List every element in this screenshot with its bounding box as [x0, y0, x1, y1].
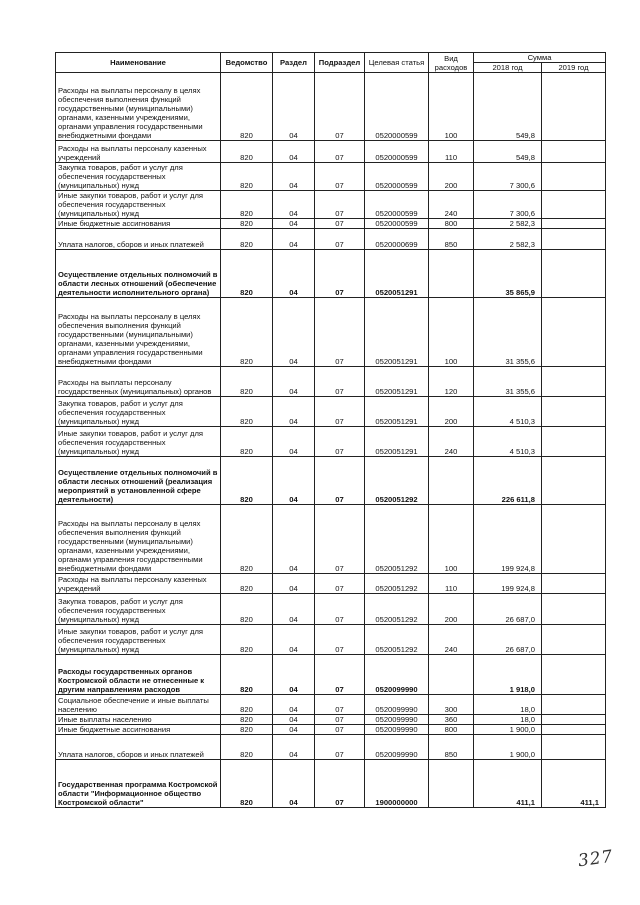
cell-subsection: 07: [315, 250, 365, 298]
cell-section: 04: [273, 760, 315, 808]
table-row: [56, 505, 606, 574]
cell-section: 04: [273, 163, 315, 191]
cell-subsection: 07: [315, 715, 365, 725]
table-row: [56, 141, 606, 163]
header-section: Раздел: [273, 53, 315, 73]
cell-y2019: [542, 594, 606, 625]
cell-type: 100: [429, 505, 474, 574]
cell-section: 04: [273, 505, 315, 574]
cell-section: 04: [273, 427, 315, 457]
cell-target: 0520099990: [365, 715, 429, 725]
cell-name: Расходы на выплаты персоналу в целях обеспечения выполнения функций государственными (муниципальными) органами, казенными учреждениями, органами управления государственными внебюджетными фондами: [56, 298, 221, 367]
cell-target: 0520051291: [365, 298, 429, 367]
table-row: [56, 715, 606, 725]
cell-y2018: 1 918,0: [474, 655, 542, 695]
table-row: [56, 457, 606, 505]
cell-dept: 820: [221, 427, 273, 457]
table-row: [56, 219, 606, 229]
table-row: [56, 73, 606, 141]
cell-subsection: 07: [315, 219, 365, 229]
cell-section: 04: [273, 219, 315, 229]
table-row: [56, 625, 606, 655]
cell-y2019: [542, 229, 606, 250]
cell-y2019: [542, 219, 606, 229]
cell-y2019: [542, 735, 606, 760]
header-target: Целевая статья: [365, 53, 429, 73]
cell-name: Социальное обеспечение и иные выплаты населению: [56, 695, 221, 715]
cell-type: 110: [429, 141, 474, 163]
table-row: [56, 367, 606, 397]
table-row: [56, 163, 606, 191]
cell-y2019: [542, 367, 606, 397]
cell-y2019: 411,1: [542, 760, 606, 808]
cell-y2018: 26 687,0: [474, 594, 542, 625]
cell-type: 100: [429, 73, 474, 141]
cell-dept: 820: [221, 725, 273, 735]
table-row: [56, 250, 606, 298]
cell-target: 0520099990: [365, 725, 429, 735]
cell-target: 0520000599: [365, 219, 429, 229]
cell-y2018: 26 687,0: [474, 625, 542, 655]
cell-y2019: [542, 574, 606, 594]
cell-y2019: [542, 191, 606, 219]
cell-y2018: 31 355,6: [474, 367, 542, 397]
cell-section: 04: [273, 397, 315, 427]
cell-y2019: [542, 163, 606, 191]
cell-dept: 820: [221, 250, 273, 298]
cell-name: Закупка товаров, работ и услуг для обеспечения государственных (муниципальных) нужд: [56, 397, 221, 427]
cell-section: 04: [273, 574, 315, 594]
cell-type: [429, 250, 474, 298]
cell-name: Расходы государственных органов Костромской области не отнесенные к другим направлениям расходов: [56, 655, 221, 695]
cell-target: 0520051291: [365, 397, 429, 427]
cell-section: 04: [273, 695, 315, 715]
cell-dept: 820: [221, 625, 273, 655]
cell-section: 04: [273, 715, 315, 725]
cell-dept: 820: [221, 760, 273, 808]
cell-type: [429, 655, 474, 695]
cell-section: 04: [273, 367, 315, 397]
cell-y2018: 18,0: [474, 715, 542, 725]
table-row: [56, 655, 606, 695]
cell-target: 0520051292: [365, 594, 429, 625]
cell-type: [429, 457, 474, 505]
cell-name: Иные закупки товаров, работ и услуг для обеспечения государственных (муниципальных) нужд: [56, 427, 221, 457]
cell-dept: 820: [221, 367, 273, 397]
cell-target: 0520000599: [365, 163, 429, 191]
cell-y2019: [542, 695, 606, 715]
cell-name: Расходы на выплаты персоналу в целях обеспечения выполнения функций государственными (муниципальными) органами, казенными учреждениями, органами управления государственными внебюджетными фондами: [56, 73, 221, 141]
cell-target: 0520051292: [365, 574, 429, 594]
cell-y2018: 1 900,0: [474, 725, 542, 735]
cell-y2018: 411,1: [474, 760, 542, 808]
cell-type: 100: [429, 298, 474, 367]
cell-y2018: 1 900,0: [474, 735, 542, 760]
cell-subsection: 07: [315, 457, 365, 505]
cell-y2019: [542, 655, 606, 695]
cell-target: 0520051292: [365, 457, 429, 505]
cell-subsection: 07: [315, 505, 365, 574]
cell-dept: 820: [221, 574, 273, 594]
cell-y2019: [542, 725, 606, 735]
cell-y2018: 2 582,3: [474, 219, 542, 229]
cell-type: 850: [429, 735, 474, 760]
cell-y2018: 2 582,3: [474, 229, 542, 250]
cell-section: 04: [273, 298, 315, 367]
cell-subsection: 07: [315, 367, 365, 397]
cell-name: Иные бюджетные ассигнования: [56, 219, 221, 229]
cell-type: 120: [429, 367, 474, 397]
cell-y2018: 18,0: [474, 695, 542, 715]
cell-target: 0520000699: [365, 229, 429, 250]
cell-type: 300: [429, 695, 474, 715]
table-row: [56, 735, 606, 760]
cell-y2018: 549,8: [474, 73, 542, 141]
cell-subsection: 07: [315, 735, 365, 760]
table-row: [56, 397, 606, 427]
cell-name: Расходы на выплаты персоналу казенных учреждений: [56, 141, 221, 163]
cell-dept: 820: [221, 505, 273, 574]
cell-subsection: 07: [315, 141, 365, 163]
cell-y2019: [542, 427, 606, 457]
cell-name: Закупка товаров, работ и услуг для обеспечения государственных (муниципальных) нужд: [56, 594, 221, 625]
cell-name: Уплата налогов, сборов и иных платежей: [56, 735, 221, 760]
table-row: [56, 298, 606, 367]
cell-section: 04: [273, 735, 315, 760]
table-body: [56, 73, 606, 808]
cell-dept: 820: [221, 397, 273, 427]
cell-name: Иные закупки товаров, работ и услуг для обеспечения государственных (муниципальных) нужд: [56, 625, 221, 655]
cell-subsection: 07: [315, 760, 365, 808]
cell-target: 0520051292: [365, 505, 429, 574]
cell-type: 200: [429, 594, 474, 625]
cell-name: Уплата налогов, сборов и иных платежей: [56, 229, 221, 250]
cell-subsection: 07: [315, 229, 365, 250]
budget-table: [55, 52, 606, 808]
cell-y2019: [542, 505, 606, 574]
cell-y2019: [542, 298, 606, 367]
cell-subsection: 07: [315, 574, 365, 594]
cell-name: Иные закупки товаров, работ и услуг для обеспечения государственных (муниципальных) нужд: [56, 191, 221, 219]
cell-name: Осуществление отдельных полномочий в области лесных отношений (обеспечение деятельности исполнительного органа): [56, 250, 221, 298]
cell-y2019: [542, 625, 606, 655]
header-subsection: Подраздел: [315, 53, 365, 73]
cell-y2019: [542, 250, 606, 298]
cell-section: 04: [273, 191, 315, 219]
cell-section: 04: [273, 141, 315, 163]
cell-y2018: 7 300,6: [474, 163, 542, 191]
cell-type: 200: [429, 163, 474, 191]
table-row: [56, 725, 606, 735]
cell-name: Осуществление отдельных полномочий в области лесных отношений (реализация мероприятий в установленной сфере деятельности): [56, 457, 221, 505]
cell-subsection: 07: [315, 163, 365, 191]
cell-y2018: 35 865,9: [474, 250, 542, 298]
cell-dept: 820: [221, 141, 273, 163]
cell-y2018: 199 924,8: [474, 505, 542, 574]
cell-target: 0520051291: [365, 250, 429, 298]
cell-section: 04: [273, 73, 315, 141]
cell-type: 200: [429, 397, 474, 427]
header-dept: Ведомство: [221, 53, 273, 73]
header-2018: 2018 год: [474, 63, 542, 73]
cell-name: Закупка товаров, работ и услуг для обеспечения государственных (муниципальных) нужд: [56, 163, 221, 191]
cell-y2019: [542, 73, 606, 141]
cell-section: 04: [273, 725, 315, 735]
cell-subsection: 07: [315, 655, 365, 695]
cell-type: [429, 760, 474, 808]
table-row: [56, 574, 606, 594]
cell-dept: 820: [221, 457, 273, 505]
cell-subsection: 07: [315, 625, 365, 655]
cell-y2018: 4 510,3: [474, 427, 542, 457]
cell-target: 0520051291: [365, 367, 429, 397]
cell-type: 800: [429, 725, 474, 735]
cell-subsection: 07: [315, 191, 365, 219]
cell-y2018: 7 300,6: [474, 191, 542, 219]
cell-dept: 820: [221, 163, 273, 191]
cell-target: 0520051291: [365, 427, 429, 457]
cell-name: Государственная программа Костромской области "Информационное общество Костромской области": [56, 760, 221, 808]
cell-name: Расходы на выплаты персоналу казенных учреждений: [56, 574, 221, 594]
cell-subsection: 07: [315, 725, 365, 735]
cell-dept: 820: [221, 219, 273, 229]
budget-document: [55, 52, 605, 808]
page-number: 327: [576, 846, 615, 872]
cell-type: 240: [429, 625, 474, 655]
header-2019: 2019 год: [542, 63, 606, 73]
cell-type: 850: [429, 229, 474, 250]
cell-target: 0520000599: [365, 191, 429, 219]
cell-dept: 820: [221, 655, 273, 695]
cell-target: 0520099990: [365, 695, 429, 715]
cell-dept: 820: [221, 73, 273, 141]
cell-y2018: 226 611,8: [474, 457, 542, 505]
table-row: [56, 594, 606, 625]
cell-target: 0520099990: [365, 655, 429, 695]
cell-subsection: 07: [315, 695, 365, 715]
table-row: [56, 427, 606, 457]
header-type: Вид расходов: [429, 53, 474, 73]
cell-type: 360: [429, 715, 474, 725]
cell-section: 04: [273, 457, 315, 505]
cell-section: 04: [273, 229, 315, 250]
cell-target: 0520099990: [365, 735, 429, 760]
table-row: [56, 760, 606, 808]
cell-dept: 820: [221, 229, 273, 250]
cell-target: 0520000599: [365, 141, 429, 163]
cell-y2018: 31 355,6: [474, 298, 542, 367]
cell-subsection: 07: [315, 73, 365, 141]
cell-name: Расходы на выплаты персоналу в целях обеспечения выполнения функций государственными (муниципальными) органами, казенными учреждениями, органами управления государственными внебюджетными фондами: [56, 505, 221, 574]
cell-target: 1900000000: [365, 760, 429, 808]
cell-type: 240: [429, 427, 474, 457]
cell-name: Расходы на выплаты персоналу государственных (муниципальных) органов: [56, 367, 221, 397]
cell-section: 04: [273, 655, 315, 695]
cell-dept: 820: [221, 594, 273, 625]
cell-y2019: [542, 715, 606, 725]
cell-dept: 820: [221, 695, 273, 715]
cell-y2018: 4 510,3: [474, 397, 542, 427]
cell-name: Иные бюджетные ассигнования: [56, 725, 221, 735]
table-row: [56, 191, 606, 219]
cell-type: 110: [429, 574, 474, 594]
cell-target: 0520051292: [365, 625, 429, 655]
cell-dept: 820: [221, 735, 273, 760]
cell-section: 04: [273, 250, 315, 298]
table-row: [56, 695, 606, 715]
cell-y2018: 199 924,8: [474, 574, 542, 594]
header-name: Наименование: [56, 53, 221, 73]
cell-type: 800: [429, 219, 474, 229]
cell-subsection: 07: [315, 594, 365, 625]
cell-dept: 820: [221, 715, 273, 725]
cell-target: 0520000599: [365, 73, 429, 141]
cell-y2019: [542, 457, 606, 505]
header-sum: Сумма: [474, 53, 606, 63]
cell-dept: 820: [221, 298, 273, 367]
cell-section: 04: [273, 625, 315, 655]
cell-subsection: 07: [315, 427, 365, 457]
cell-dept: 820: [221, 191, 273, 219]
cell-y2018: 549,8: [474, 141, 542, 163]
cell-subsection: 07: [315, 298, 365, 367]
cell-y2019: [542, 397, 606, 427]
cell-y2019: [542, 141, 606, 163]
cell-name: Иные выплаты населению: [56, 715, 221, 725]
cell-subsection: 07: [315, 397, 365, 427]
cell-section: 04: [273, 594, 315, 625]
cell-type: 240: [429, 191, 474, 219]
table-row: [56, 229, 606, 250]
